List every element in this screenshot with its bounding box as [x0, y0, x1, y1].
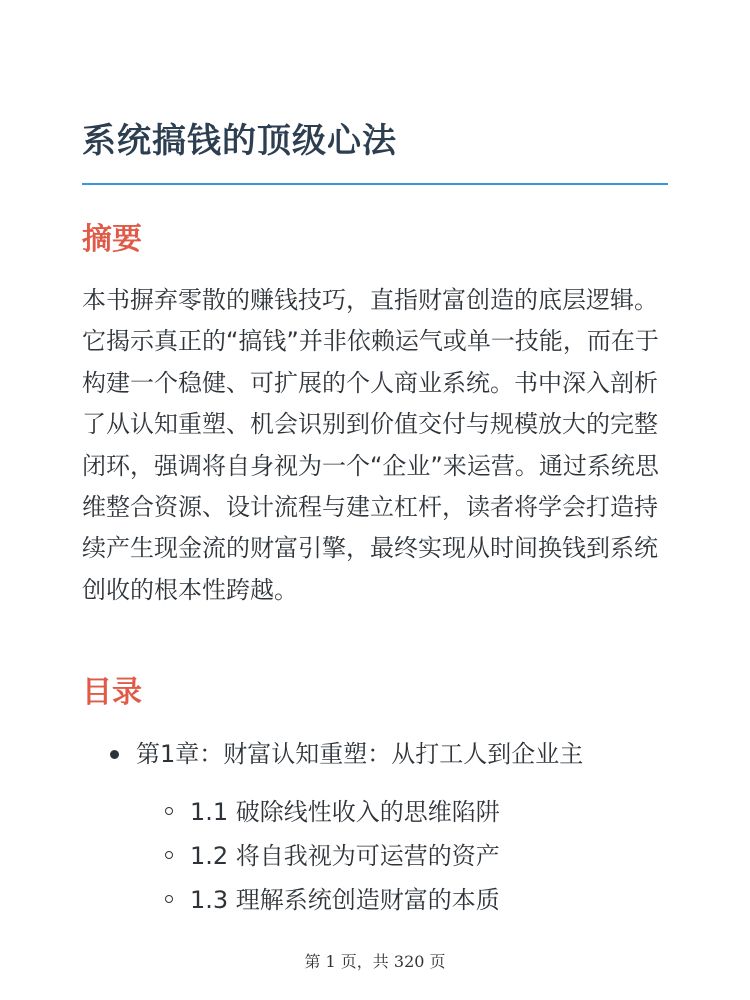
toc-section-1-2: [162, 834, 688, 878]
toc-section-label: 1.2 将自我视为可运营的资产: [190, 842, 500, 870]
page-indicator: 第 1 页，共 320 页: [304, 952, 446, 971]
summary-paragraph: 本书摒弃零散的赚钱技巧，直指财富创造的底层逻辑。它揭示真正的“搞钱”并非依赖运气或单一技能，而在于构建一个稳健、可扩展的个人商业系统。书中深入剖析了从认知重塑、机会识别到价值交付与规模放大的完整闭环，强调将自身视为一个“企业”来运营。通过系统思维整合资源、设计流程与建立杠杆，读者将学会打造持续产生现金流的财富引擎，最终实现从时间换钱到系统创收的根本性跨越。: [82, 286, 659, 604]
toc-heading: 目录: [82, 675, 142, 710]
bullet-circle-icon: [165, 807, 173, 815]
toc-section-1-1: [162, 790, 688, 834]
toc-section-1-3: [162, 878, 688, 922]
table-of-contents: [108, 732, 688, 922]
bullet-circle-icon: [165, 895, 173, 903]
toc-chapter-label: 第1章：财富认知重塑：从打工人到企业主: [136, 740, 584, 768]
summary-heading: 摘要: [82, 222, 142, 257]
toc-section-label: 1.1 破除线性收入的思维陷阱: [190, 798, 500, 826]
document-title: 系统搞钱的顶级心法: [82, 121, 397, 161]
bullet-disc-icon: [110, 750, 119, 759]
bullet-circle-icon: [165, 851, 173, 859]
toc-chapter-1: [108, 732, 688, 922]
title-divider: [82, 183, 668, 185]
toc-chapter-1-sections: [162, 790, 688, 922]
toc-section-label: 1.3 理解系统创造财富的本质: [190, 886, 500, 914]
